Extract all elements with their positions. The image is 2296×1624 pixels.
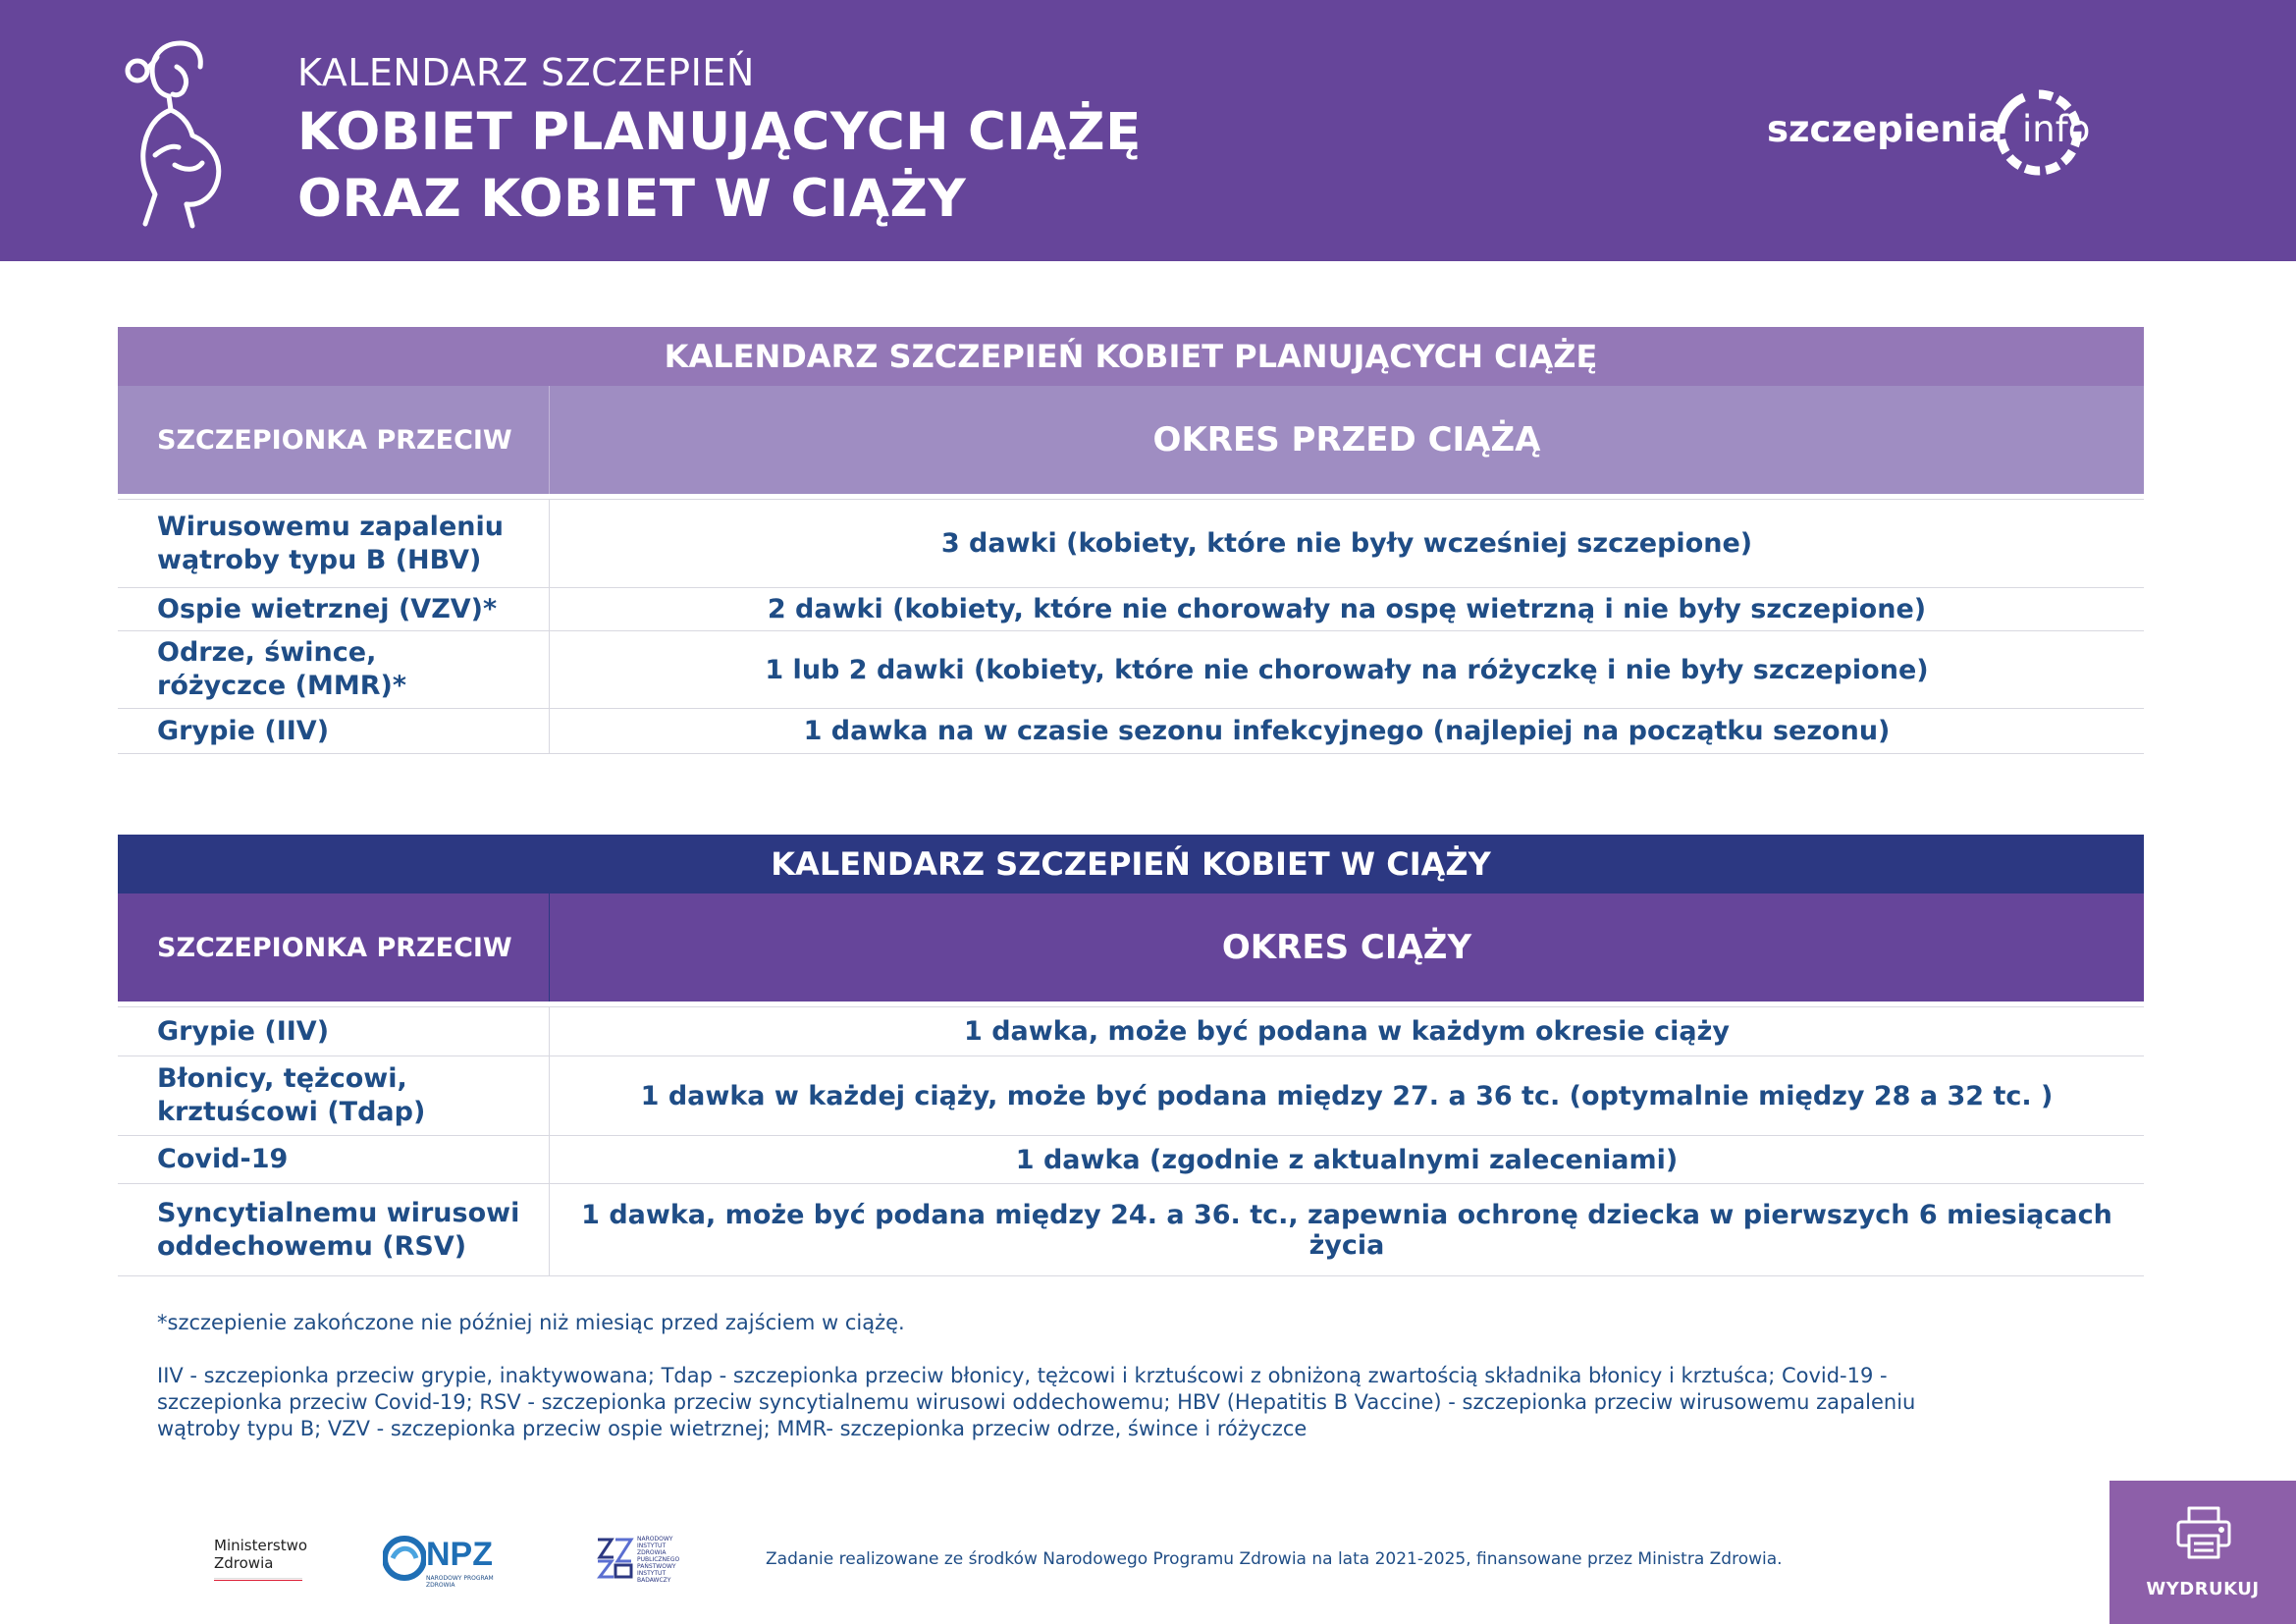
header-title-line1: KALENDARZ SZCZEPIEŃ: [297, 51, 755, 94]
npz-swirl-icon: [383, 1534, 426, 1583]
vaccine-cell: Covid-19: [118, 1136, 550, 1183]
planning-schedule-table: [118, 327, 2144, 754]
vaccine-cell: Grypie (IIV): [118, 1007, 550, 1056]
table-row: [118, 500, 2144, 588]
schedule-cell: 1 dawka w każdej ciąży, może być podana między 27. a 36 tc. (optymalnie między 28 a 32 tc. ): [640, 1080, 2054, 1111]
pregnancy-table-title: KALENDARZ SZCZEPIEŃ KOBIET W CIĄŻY: [118, 835, 2144, 893]
szczepienia-info-logo[interactable]: [1767, 84, 2120, 183]
vaccine-cell: Syncytialnemu wirusowi oddechowemu (RSV): [118, 1184, 550, 1275]
printer-icon: [2175, 1506, 2232, 1559]
schedule-cell: 1 dawka, może być podana między 24. a 36. tc., zapewnia ochronę dziecka w pierwszych 6 miesiącach życia: [581, 1199, 2112, 1261]
planning-table-header: [118, 386, 2144, 494]
schedule-cell: 3 dawki (kobiety, które nie były wcześniej szczepione): [940, 528, 1753, 559]
pregnancy-table-header: [118, 893, 2144, 1001]
nizp-text: NARODOWY INSTYTUT ZDROWIA PUBLICZNEGO PAŃSTWOWY INSTYTUT BADAWCZY: [637, 1536, 680, 1584]
header-title-line2: KOBIET PLANUJĄCYCH CIĄŻĘ: [297, 102, 1142, 162]
npz-text: NPZ: [426, 1536, 493, 1573]
logo-sub-text: info: [2022, 108, 2091, 150]
planning-col-vaccine-header: SZCZEPIONKA PRZECIW: [118, 386, 550, 494]
header-title-line3: ORAZ KOBIET W CIĄŻY: [297, 169, 967, 229]
vaccine-cell: Wirusowemu zapaleniu wątroby typu B (HBV): [118, 500, 550, 587]
funding-note: Zadanie realizowane ze środków Narodowego Programu Zdrowia na lata 2021-2025, finansowane przez Ministra Zdrowia.: [766, 1549, 1783, 1569]
footnote: *szczepienie zakończone nie później niż miesiąc przed zajściem w ciążę.: [157, 1311, 905, 1334]
table-row: [118, 588, 2144, 631]
nizp-mark-icon: [594, 1534, 635, 1581]
pregnancy-col-period-header: OKRES CIĄŻY: [1221, 928, 1472, 967]
table-row: [118, 1056, 2144, 1136]
print-label: WYDRUKUJ: [2146, 1579, 2260, 1599]
npz-subtext: NARODOWY PROGRAM ZDROWIA: [426, 1575, 494, 1589]
ministry-of-health-logo: [214, 1537, 307, 1581]
vaccine-cell: Grypie (IIV): [118, 709, 550, 753]
vaccine-cell: Błonicy, tężcowi, krztuścowi (Tdap): [118, 1056, 550, 1135]
table-row: [118, 1007, 2144, 1056]
planning-col-period-header: OKRES PRZED CIĄŻĄ: [1152, 420, 1541, 460]
pregnancy-schedule-table: [118, 835, 2144, 1276]
table-row: [118, 1136, 2144, 1184]
print-button[interactable]: [2109, 1481, 2296, 1624]
abbreviations-note: IIV - szczepionka przeciw grypie, inaktywowana; Tdap - szczepionka przeciw błonicy, tężcowi i krztuścowi z obniżoną zwartością składnika błonicy i krztuśca; Covid-19 - szczepionka przeciw Covid-19; RSV - szczepionka przeciw syncytialnemu wirusowi oddechowemu; HBV (Hepatitis B Vaccine) - szczepionka przeciw wirusowemu zapaleniu wątroby typu B; VZV - szczepionka przeciw ospie wietrznej; MMR- szczepionka przeciw odrze, śwince i różyczce: [157, 1364, 1916, 1440]
schedule-cell: 2 dawki (kobiety, które nie chorowały na ospę wietrzną i nie były szczepione): [767, 594, 1927, 624]
planning-table-title: KALENDARZ SZCZEPIEŃ KOBIET PLANUJĄCYCH CIĄŻĘ: [118, 327, 2144, 386]
logo-main-text: szczepienia: [1767, 108, 2003, 150]
table-row: [118, 709, 2144, 754]
ministry-line1: Ministerstwo: [214, 1537, 308, 1554]
polish-flag-line: [214, 1578, 302, 1581]
pregnancy-col-vaccine-header: SZCZEPIONKA PRZECIW: [118, 893, 550, 1001]
vaccine-cell: Odrze, śwince, różyczce (MMR)*: [118, 631, 550, 708]
schedule-cell: 1 lub 2 dawki (kobiety, które nie chorowały na różyczkę i nie były szczepione): [765, 654, 1929, 685]
table-row: [118, 631, 2144, 709]
pregnant-woman-icon: [116, 37, 243, 230]
page-header: [0, 0, 2296, 261]
vaccine-cell: Ospie wietrznej (VZV)*: [118, 588, 550, 630]
table-row: [118, 1184, 2144, 1276]
ministry-line2: Zdrowia: [214, 1554, 274, 1572]
schedule-cell: 1 dawka na w czasie sezonu infekcyjnego (najlepiej na początku sezonu): [803, 716, 1891, 746]
npz-logo: [383, 1534, 520, 1589]
schedule-cell: 1 dawka (zgodnie z aktualnymi zaleceniami): [1015, 1144, 1679, 1175]
schedule-cell: 1 dawka, może być podana w każdym okresie ciąży: [964, 1016, 1730, 1047]
nizp-logo: [594, 1534, 702, 1585]
